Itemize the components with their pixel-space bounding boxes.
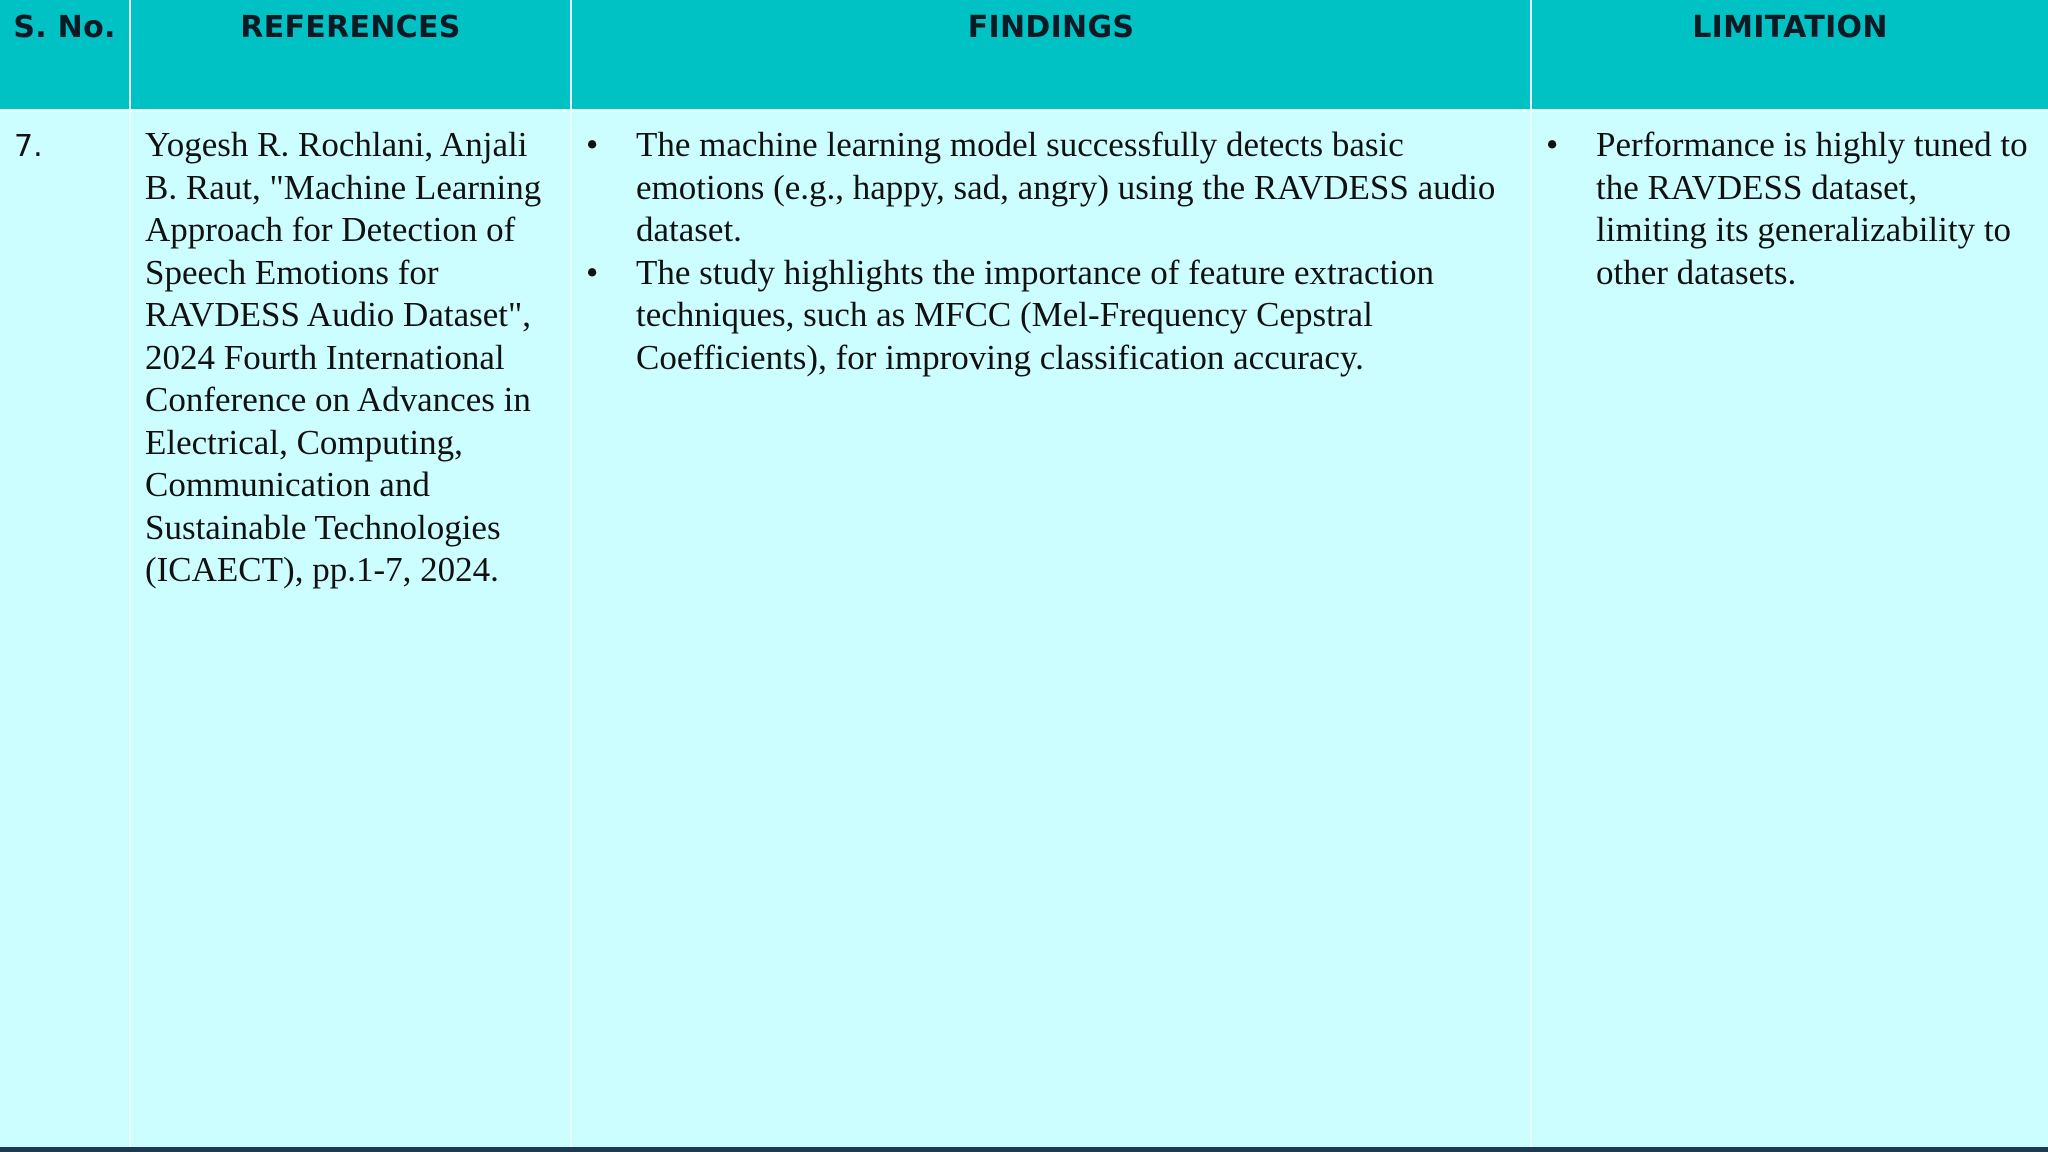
cell-findings (571, 111, 1531, 1148)
bullet-icon: • (1546, 125, 1559, 164)
header-row (0, 0, 2048, 111)
table-header (0, 0, 2048, 111)
findings-item (586, 252, 1518, 380)
bullet-icon: • (586, 125, 599, 164)
cell-sno: 7. (0, 111, 130, 1148)
table-body (0, 111, 2048, 1148)
limitation-item-text: Performance is highly tuned to the RAVDESS dataset, limiting its generalizability to other datasets. (1596, 125, 2028, 292)
header-references: REFERENCES (130, 0, 571, 111)
footer-strip (0, 1147, 2048, 1152)
limitation-item (1546, 124, 2036, 294)
cell-limitation (1531, 111, 2048, 1148)
header-limitation: LIMITATION (1531, 0, 2048, 111)
findings-list (586, 124, 1518, 379)
limitation-list (1546, 124, 2036, 294)
findings-item-text: The machine learning model successfully detects basic emotions (e.g., happy, sad, angry) using the RAVDESS audio dataset. (636, 125, 1496, 249)
cell-reference: Yogesh R. Rochlani, Anjali B. Raut, "Machine Learning Approach for Detection of Speech Emotions for RAVDESS Audio Dataset", 2024 Fourth International Conference on Advances in Electrical, Computing, Communication and Sustainable Technologies (ICAECT), pp.1-7, 2024. (130, 111, 571, 1148)
bullet-icon: • (586, 252, 599, 292)
findings-item (586, 124, 1518, 252)
header-sno: S. No. (0, 0, 130, 111)
table-row (0, 111, 2048, 1148)
findings-item-text: The study highlights the importance of feature extraction techniques, such as MFCC (Mel-Frequency Cepstral Coefficients), for improving classification accuracy. (636, 252, 1434, 377)
header-findings: FINDINGS (571, 0, 1531, 111)
